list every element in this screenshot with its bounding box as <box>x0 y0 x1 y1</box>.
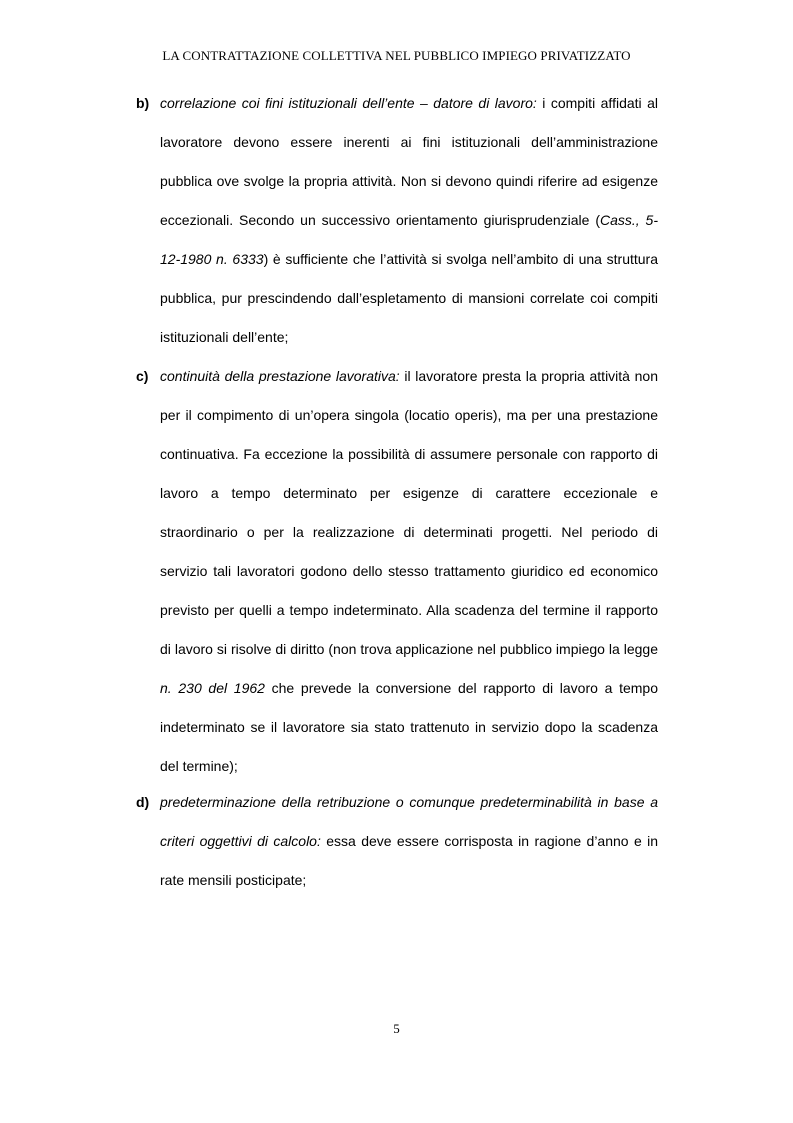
list-item-d <box>136 783 658 900</box>
item-citation: Cass., 5-12-1980 n. 6333 <box>160 212 658 267</box>
item-text: essa deve essere corrisposta in ragione d’anno e in rate mensili posticipate; <box>160 833 659 888</box>
item-citation: n. 230 del 1962 <box>160 680 265 696</box>
item-text: il lavoratore presta la propria attività non per il compimento di un’opera singola (locatio operis), ma per una prestazione continuativa. Fa eccezione la possibilità di assumere personale con rapporto di lavoro a tempo determinato per esigenze di carattere eccezionale e straordinario o per la realizzazione di determinati progetti. Nel periodo di servizio tali lavoratori godono dello stesso trattamento giuridico ed economico previsto per quelli a tempo indeterminato. Alla scadenza del termine il rapporto di lavoro si risolve di diritto (non trova applicazione nel pubblico impiego la legge <box>160 368 658 657</box>
item-title: continuità della prestazione lavorativa: <box>160 368 400 384</box>
item-body <box>160 84 658 357</box>
item-body <box>160 357 658 786</box>
item-text: che prevede la conversione del rapporto di lavoro a tempo indeterminato se il lavoratore sia stato trattenuto in servizio dopo la scadenza del termine); <box>160 680 659 774</box>
item-letter: d) <box>136 794 150 810</box>
list-item-c <box>136 357 658 786</box>
item-letter: c) <box>136 368 149 384</box>
item-text: ) è sufficiente che l’attività si svolga nell’ambito di una struttura pubblica, pur prescindendo dall’espletamento di mansioni correlate coi compiti istituzionali dell’ente; <box>160 251 658 345</box>
item-title: predeterminazione della retribuzione o comunque predeterminabilità in base a criteri oggettivi di calcolo: <box>160 794 658 849</box>
item-body <box>160 783 658 900</box>
list-item-b <box>136 84 658 357</box>
running-header: LA CONTRATTAZIONE COLLETTIVA NEL PUBBLICO IMPIEGO PRIVATIZZATO <box>162 48 631 63</box>
item-title: correlazione coi fini istituzionali dell’ente – datore di lavoro: <box>160 95 537 111</box>
item-text: i compiti affidati al lavoratore devono essere inerenti ai fini istituzionali dell’amministrazione pubblica ove svolge la propria attività. Non si devono quindi riferire ad esigenze eccezionali. Secondo un successivo orientamento giurisprudenziale ( <box>160 95 658 228</box>
page-number: 5 <box>393 1021 400 1036</box>
item-letter: b) <box>136 95 150 111</box>
